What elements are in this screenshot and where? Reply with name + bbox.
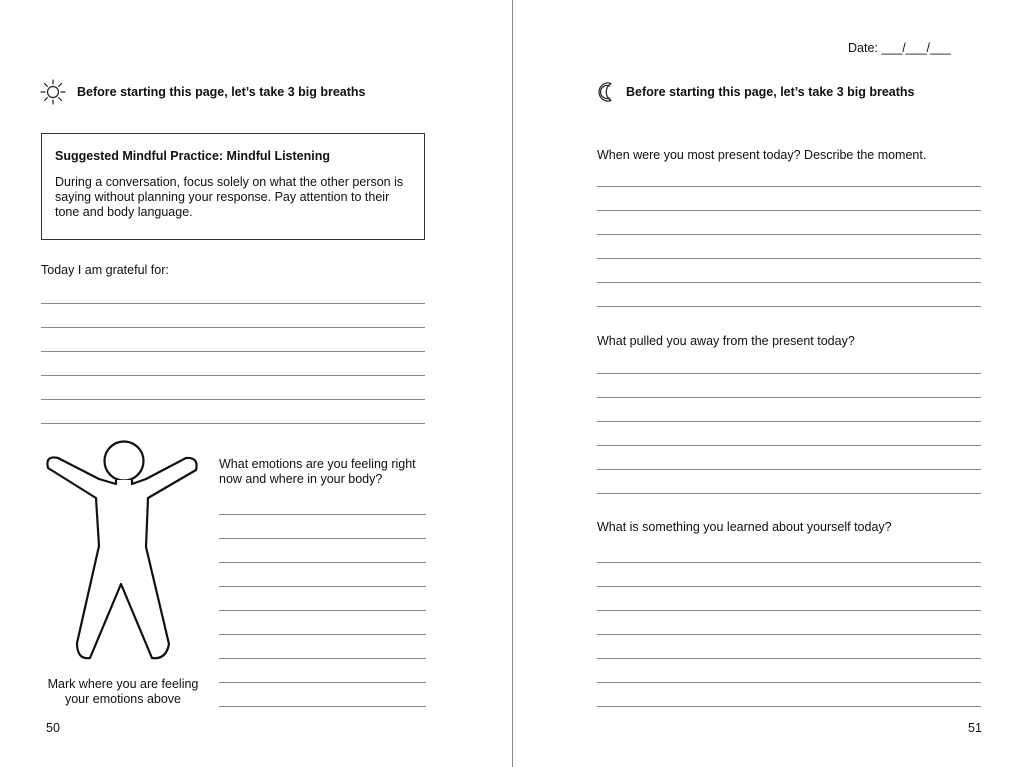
writing-line[interactable] xyxy=(219,658,426,659)
writing-line[interactable] xyxy=(219,682,426,683)
writing-line[interactable] xyxy=(597,682,981,683)
breath-prompt: Before starting this page, let’s take 3 big breaths xyxy=(626,85,915,99)
writing-line[interactable] xyxy=(219,634,426,635)
writing-line[interactable] xyxy=(41,375,425,376)
question-present-moment: When were you most present today? Describe the moment. xyxy=(597,148,927,162)
writing-line[interactable] xyxy=(41,351,425,352)
writing-line[interactable] xyxy=(597,373,981,374)
writing-line[interactable] xyxy=(219,586,426,587)
writing-line[interactable] xyxy=(597,706,981,707)
writing-line[interactable] xyxy=(597,445,981,446)
breath-prompt: Before starting this page, let’s take 3 big breaths xyxy=(77,85,366,99)
writing-line[interactable] xyxy=(597,562,981,563)
grateful-prompt: Today I am grateful for: xyxy=(41,263,169,277)
practice-body: During a conversation, focus solely on what the other person is saying without planning your response. Pay attention to their tone and body language. xyxy=(55,175,404,219)
writing-line[interactable] xyxy=(597,186,981,187)
writing-line[interactable] xyxy=(597,397,981,398)
writing-line[interactable] xyxy=(597,210,981,211)
writing-line[interactable] xyxy=(597,282,981,283)
question-pulled-away: What pulled you away from the present today? xyxy=(597,334,855,348)
page-number: 51 xyxy=(968,721,982,735)
writing-line[interactable] xyxy=(597,610,981,611)
writing-line[interactable] xyxy=(597,234,981,235)
writing-line[interactable] xyxy=(219,538,426,539)
writing-line[interactable] xyxy=(597,493,981,494)
writing-line[interactable] xyxy=(41,303,425,304)
body-figure-caption: Mark where you are feeling your emotions above xyxy=(47,677,199,706)
mindful-practice-box xyxy=(41,133,425,240)
question-learned-about-yourself: What is something you learned about yourself today? xyxy=(597,520,892,534)
writing-line[interactable] xyxy=(597,306,981,307)
writing-line[interactable] xyxy=(219,562,426,563)
writing-line[interactable] xyxy=(597,258,981,259)
writing-line[interactable] xyxy=(219,610,426,611)
body-outline-figure[interactable] xyxy=(40,438,210,668)
writing-line[interactable] xyxy=(219,706,426,707)
writing-line[interactable] xyxy=(41,423,425,424)
writing-line[interactable] xyxy=(597,658,981,659)
writing-line[interactable] xyxy=(41,399,425,400)
emotions-prompt: What emotions are you feeling right now and where in your body? xyxy=(219,457,416,486)
writing-line[interactable] xyxy=(597,586,981,587)
page-number: 50 xyxy=(46,721,60,735)
writing-line[interactable] xyxy=(597,421,981,422)
sun-icon xyxy=(40,79,66,105)
writing-line[interactable] xyxy=(219,514,426,515)
date-field[interactable]: Date: ___/___/___ xyxy=(848,41,951,55)
writing-line[interactable] xyxy=(597,634,981,635)
moon-icon xyxy=(596,81,618,103)
practice-title: Suggested Mindful Practice: Mindful Listening xyxy=(55,149,331,163)
writing-line[interactable] xyxy=(597,469,981,470)
writing-line[interactable] xyxy=(41,327,425,328)
right-page xyxy=(513,0,1024,767)
